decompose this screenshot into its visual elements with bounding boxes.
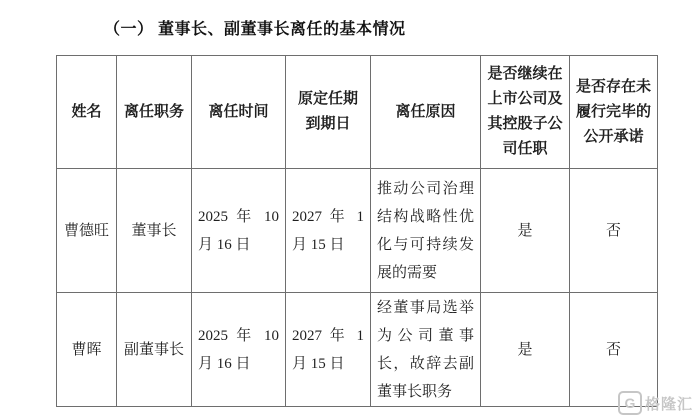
cell-continue: 是 bbox=[481, 169, 570, 293]
header-cell-leave-date: 离任时间 bbox=[192, 56, 286, 169]
header-cell-reason: 离任原因 bbox=[371, 56, 481, 169]
cell-reason: 经董事局选举为公司董事长，故辞去副董事长职务 bbox=[371, 293, 481, 407]
resignation-table bbox=[56, 55, 658, 407]
header-cell-name: 姓名 bbox=[57, 56, 117, 169]
cell-name: 曹晖 bbox=[57, 293, 117, 407]
cell-term-end: 2027 年 1 月 15 日 bbox=[286, 293, 371, 407]
gelonghui-logo-icon: G bbox=[618, 391, 642, 415]
header-cell-continue: 是否继续在上市公司及其控股子公司任职 bbox=[481, 56, 570, 169]
cell-position: 副董事长 bbox=[117, 293, 192, 407]
cell-name: 曹德旺 bbox=[57, 169, 117, 293]
cell-reason: 推动公司治理结构战略性优化与可持续发展的需要 bbox=[371, 169, 481, 293]
header-cell-commitment: 是否存在未履行完毕的公开承诺 bbox=[570, 56, 658, 169]
cell-leave-date: 2025 年 10 月 16 日 bbox=[192, 169, 286, 293]
watermark bbox=[618, 391, 693, 415]
watermark-text: 格隆汇 bbox=[644, 395, 693, 413]
cell-commitment: 否 bbox=[570, 169, 658, 293]
table-row bbox=[57, 293, 658, 407]
header-cell-term-end: 原定任期到期日 bbox=[286, 56, 371, 169]
cell-commitment: 否 bbox=[570, 293, 658, 407]
table-header-row bbox=[57, 56, 658, 169]
page-title: （一） 董事长、副董事长离任的基本情况 bbox=[104, 21, 406, 38]
cell-term-end: 2027 年 1 月 15 日 bbox=[286, 169, 371, 293]
cell-continue: 是 bbox=[481, 293, 570, 407]
table-row bbox=[57, 169, 658, 293]
cell-position: 董事长 bbox=[117, 169, 192, 293]
cell-leave-date: 2025 年 10 月 16 日 bbox=[192, 293, 286, 407]
header-cell-position: 离任职务 bbox=[117, 56, 192, 169]
